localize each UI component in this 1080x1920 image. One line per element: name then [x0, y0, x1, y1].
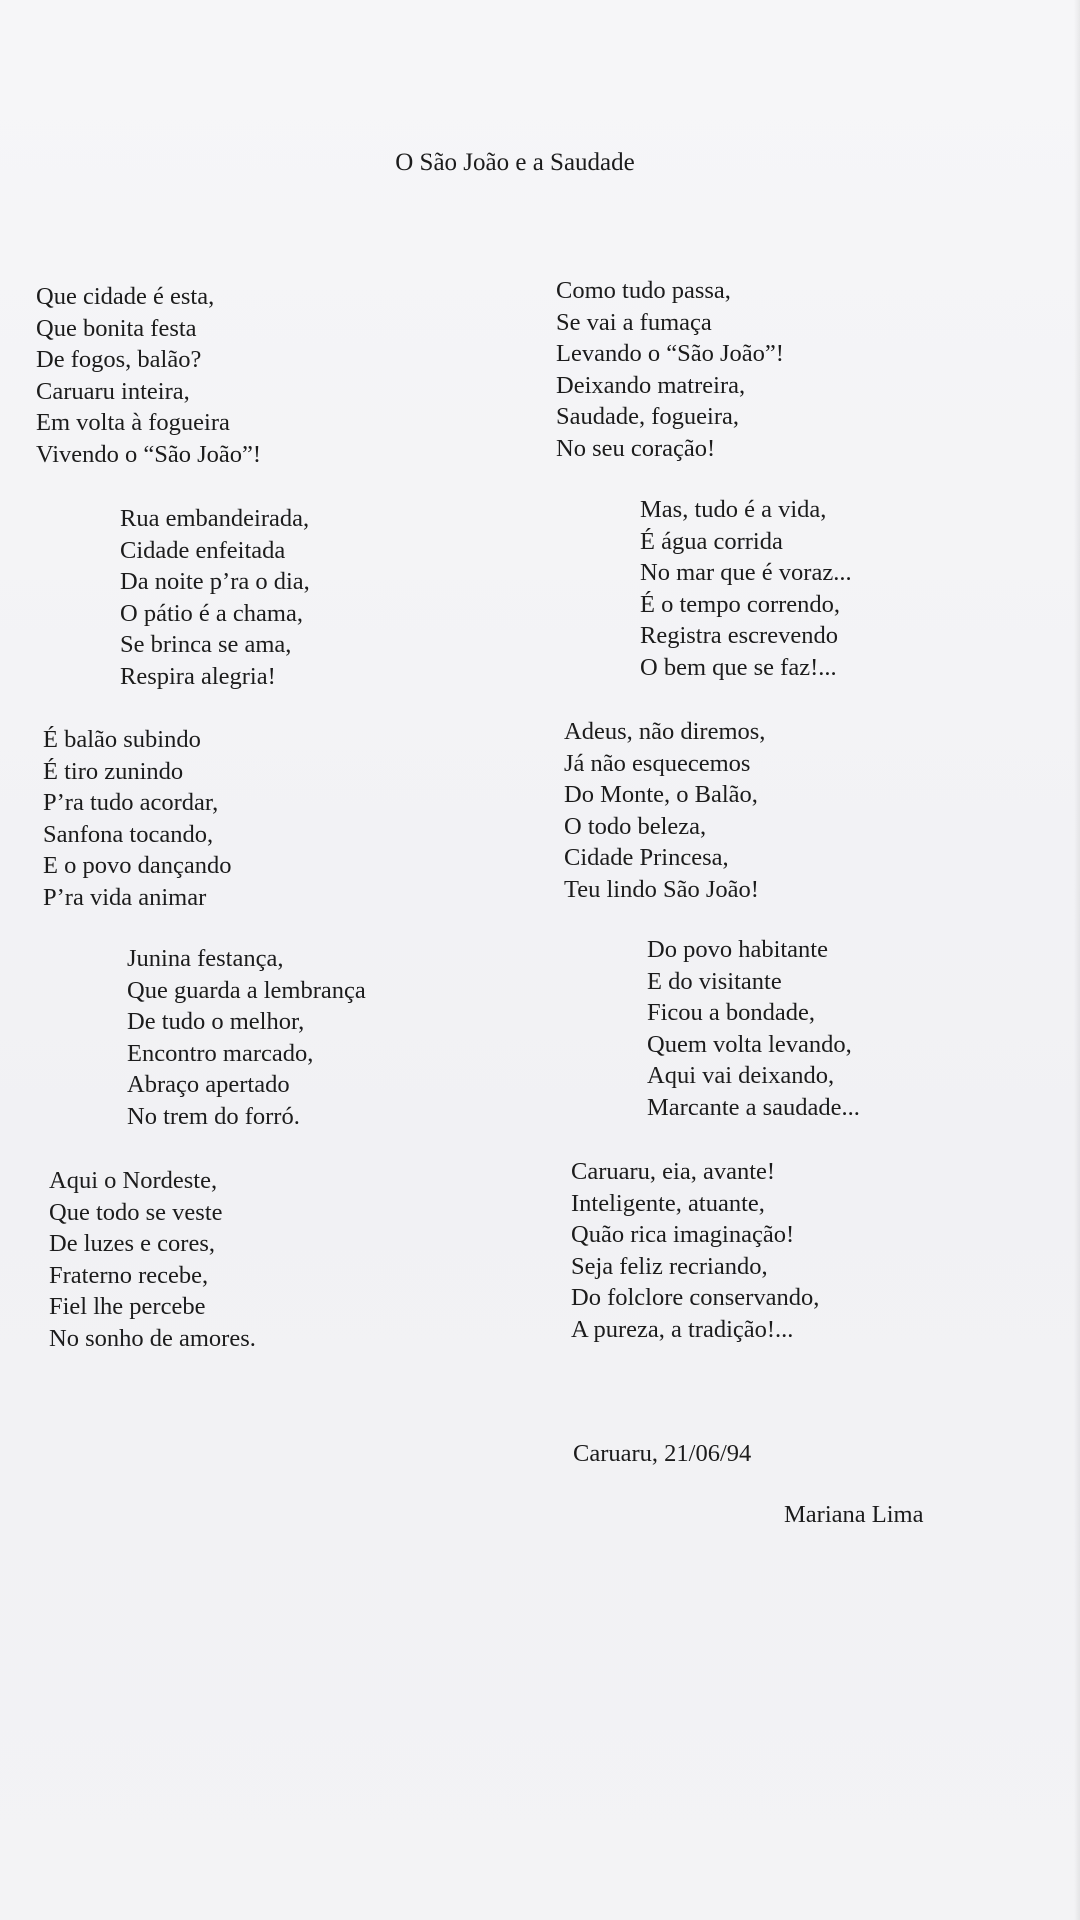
verse-line: A pureza, a tradição!...: [571, 1315, 794, 1343]
stanza-8: [564, 716, 765, 905]
verse-line: Como tudo passa,: [556, 277, 731, 304]
verse-line: Caruaru inteira,: [36, 377, 190, 405]
verse-line: Quão rica imaginação!: [571, 1221, 795, 1248]
verse-line: Abraço apertado: [127, 1071, 290, 1098]
verse-line: O bem que se faz!...: [640, 653, 837, 681]
verse-line: Que bonita festa: [36, 314, 197, 342]
stanza-7: [640, 494, 852, 683]
verse-line: E o povo dançando: [43, 852, 232, 879]
verse-line: No seu coração!: [556, 434, 716, 462]
verse-line: Em volta à fogueira: [36, 409, 230, 436]
verse-line: Inteligente, atuante,: [571, 1189, 765, 1217]
author-signature: Mariana Lima: [784, 1501, 924, 1528]
verse-line: P’ra vida animar: [43, 883, 207, 911]
verse-line: De luzes e cores,: [49, 1230, 215, 1257]
verse-line: Fraterno recebe,: [49, 1261, 209, 1289]
verse-line: É tiro zunindo: [43, 757, 184, 785]
verse-line: O pátio é a chama,: [120, 599, 303, 627]
verse-line: Levando o “São João”!: [556, 340, 784, 367]
verse-line: Aqui vai deixando,: [647, 1062, 835, 1089]
stanza-3: [43, 724, 231, 913]
stanza-5: [49, 1165, 256, 1354]
verse-line: Ficou a bondade,: [647, 999, 816, 1026]
verse-line: É água corrida: [640, 527, 783, 555]
verse-line: Do Monte, o Balão,: [564, 781, 758, 808]
stanza-6: [556, 275, 784, 464]
verse-line: Que todo se veste: [49, 1198, 223, 1226]
verse-line: Sanfona tocando,: [43, 820, 214, 848]
verse-line: Encontro marcado,: [127, 1039, 314, 1067]
verse-line: Que cidade é esta,: [36, 283, 215, 310]
verse-line: Se brinca se ama,: [120, 631, 292, 658]
verse-line: Junina festança,: [127, 945, 284, 972]
verse-line: Seja feliz recriando,: [571, 1252, 768, 1280]
verse-line: Cidade Princesa,: [564, 844, 729, 871]
verse-line: É balão subindo: [43, 726, 201, 753]
verse-line: No sonho de amores.: [49, 1324, 256, 1352]
verse-line: Da noite p’ra o dia,: [120, 568, 310, 595]
verse-line: Mas, tudo é a vida,: [640, 496, 827, 523]
verse-line: Respira alegria!: [120, 662, 276, 690]
verse-line: P’ra tudo acordar,: [43, 789, 219, 816]
verse-line: Do povo habitante: [647, 936, 828, 963]
verse-line: O todo beleza,: [564, 812, 707, 840]
verse-line: Saudade, fogueira,: [556, 403, 739, 430]
verse-line: Se vai a fumaça: [556, 308, 712, 336]
verse-line: No mar que é voraz...: [640, 559, 852, 586]
stanza-2: [120, 503, 310, 692]
scan-edge-shadow: [1074, 0, 1080, 1920]
verse-line: Registra escrevendo: [640, 622, 838, 649]
stanza-1: [36, 281, 261, 470]
verse-line: Quem volta levando,: [647, 1030, 852, 1058]
stanza-10: [571, 1156, 819, 1345]
verse-line: Vivendo o “São João”!: [36, 440, 262, 468]
verse-line: Fiel lhe percebe: [49, 1293, 206, 1320]
verse-line: Teu lindo São João!: [564, 875, 759, 903]
verse-line: Já não esquecemos: [564, 749, 751, 777]
verse-line: De tudo o melhor,: [127, 1008, 305, 1035]
verse-line: Do folclore conservando,: [571, 1284, 820, 1311]
place-date: Caruaru, 21/06/94: [573, 1440, 752, 1467]
verse-line: No trem do forró.: [127, 1102, 300, 1130]
verse-line: Rua embandeirada,: [120, 505, 310, 532]
verse-line: Deixando matreira,: [556, 371, 746, 399]
verse-line: Que guarda a lembrança: [127, 976, 366, 1004]
verse-line: É o tempo correndo,: [640, 590, 841, 618]
verse-line: Adeus, não diremos,: [564, 718, 766, 745]
verse-line: Aqui o Nordeste,: [49, 1167, 218, 1194]
verse-line: De fogos, balão?: [36, 346, 202, 373]
verse-line: Marcante a saudade...: [647, 1093, 860, 1121]
stanza-9: [647, 934, 860, 1123]
verse-line: Cidade enfeitada: [120, 536, 286, 564]
stanza-4: [127, 943, 366, 1132]
poem-title: O São João e a Saudade: [395, 149, 635, 176]
verse-line: E do visitante: [647, 967, 782, 995]
verse-line: Caruaru, eia, avante!: [571, 1158, 776, 1185]
